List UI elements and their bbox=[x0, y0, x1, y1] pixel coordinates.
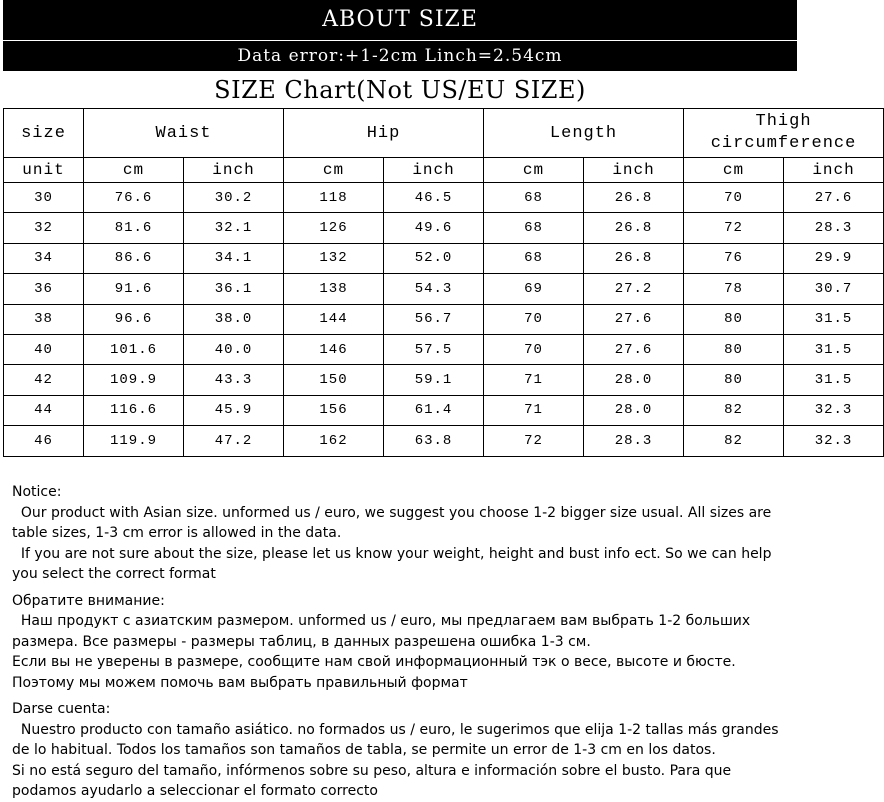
unit-cell: inch bbox=[184, 158, 284, 183]
value-cell: 56.7 bbox=[384, 304, 484, 334]
value-cell: 45.9 bbox=[184, 395, 284, 425]
table-row bbox=[4, 274, 884, 304]
header-banner bbox=[3, 0, 797, 40]
value-cell: 78 bbox=[684, 274, 784, 304]
value-cell: 63.8 bbox=[384, 426, 484, 456]
value-cell: 70 bbox=[484, 334, 584, 364]
unit-cell: inch bbox=[584, 158, 684, 183]
unit-row bbox=[4, 158, 884, 183]
value-cell: 119.9 bbox=[84, 426, 184, 456]
thigh-header: Thigh circumference bbox=[684, 109, 884, 158]
size-cell: 36 bbox=[4, 274, 84, 304]
unit-cell: cm bbox=[84, 158, 184, 183]
value-cell: 72 bbox=[684, 213, 784, 243]
value-cell: 68 bbox=[484, 213, 584, 243]
size-cell: 46 bbox=[4, 426, 84, 456]
value-cell: 71 bbox=[484, 365, 584, 395]
value-cell: 47.2 bbox=[184, 426, 284, 456]
size-chart-title: SIZE Chart(Not US/EU SIZE) bbox=[214, 76, 586, 104]
value-cell: 68 bbox=[484, 243, 584, 273]
value-cell: 30.7 bbox=[784, 274, 884, 304]
value-cell: 69 bbox=[484, 274, 584, 304]
value-cell: 146 bbox=[284, 334, 384, 364]
unit-cell: unit bbox=[4, 158, 84, 183]
value-cell: 43.3 bbox=[184, 365, 284, 395]
value-cell: 27.6 bbox=[784, 183, 884, 213]
size-cell: 44 bbox=[4, 395, 84, 425]
table-row bbox=[4, 334, 884, 364]
value-cell: 27.2 bbox=[584, 274, 684, 304]
value-cell: 32.3 bbox=[784, 395, 884, 425]
value-cell: 32.1 bbox=[184, 213, 284, 243]
value-cell: 118 bbox=[284, 183, 384, 213]
waist-header: Waist bbox=[84, 109, 284, 158]
table-row bbox=[4, 243, 884, 273]
value-cell: 27.6 bbox=[584, 334, 684, 364]
header-title: ABOUT SIZE bbox=[322, 7, 478, 32]
unit-cell: cm bbox=[484, 158, 584, 183]
value-cell: 40.0 bbox=[184, 334, 284, 364]
value-cell: 28.0 bbox=[584, 365, 684, 395]
value-cell: 82 bbox=[684, 426, 784, 456]
notice-ru-text: Если вы не уверены в размере, сообщите нам свой информационный тэк о весе, высоте и бюсте. Поэтому мы можем помочь вам выбрать правильный формат bbox=[12, 654, 741, 691]
value-cell: 132 bbox=[284, 243, 384, 273]
table-row bbox=[4, 395, 884, 425]
table-row bbox=[4, 213, 884, 243]
value-cell: 34.1 bbox=[184, 243, 284, 273]
notice-en-title: Notice: bbox=[12, 484, 62, 500]
value-cell: 52.0 bbox=[384, 243, 484, 273]
notice-es-title: Darse cuenta: bbox=[12, 701, 111, 717]
size-cell: 40 bbox=[4, 334, 84, 364]
value-cell: 32.3 bbox=[784, 426, 884, 456]
value-cell: 31.5 bbox=[784, 365, 884, 395]
size-cell: 42 bbox=[4, 365, 84, 395]
value-cell: 82 bbox=[684, 395, 784, 425]
notice-en-text: If you are not sure about the size, please let us know your weight, height and bust info ect. So we can help you select the correct format bbox=[12, 545, 776, 582]
size-cell: 30 bbox=[4, 183, 84, 213]
value-cell: 96.6 bbox=[84, 304, 184, 334]
value-cell: 109.9 bbox=[84, 365, 184, 395]
value-cell: 81.6 bbox=[84, 213, 184, 243]
value-cell: 38.0 bbox=[184, 304, 284, 334]
value-cell: 71 bbox=[484, 395, 584, 425]
unit-cell: cm bbox=[684, 158, 784, 183]
value-cell: 80 bbox=[684, 365, 784, 395]
value-cell: 59.1 bbox=[384, 365, 484, 395]
value-cell: 26.8 bbox=[584, 183, 684, 213]
value-cell: 80 bbox=[684, 334, 784, 364]
value-cell: 28.3 bbox=[784, 213, 884, 243]
value-cell: 72 bbox=[484, 426, 584, 456]
value-cell: 70 bbox=[484, 304, 584, 334]
notice-ru-text: Наш продукт с азиатским размером. unformed us / euro, мы предлагаем вам выбрать 1-2 больших размера. Все размеры - размеры таблиц, в данных разрешена ошибка 1-3 см. bbox=[12, 613, 755, 650]
table-row bbox=[4, 426, 884, 456]
table-row bbox=[4, 183, 884, 213]
value-cell: 80 bbox=[684, 304, 784, 334]
header-row bbox=[4, 109, 884, 158]
notice-en-text: Our product with Asian size. unformed us / euro, we suggest you choose 1-2 bigger size usual. All sizes are table sizes, 1-3 cm error is allowed in the data. bbox=[12, 504, 776, 541]
value-cell: 91.6 bbox=[84, 274, 184, 304]
value-cell: 68 bbox=[484, 183, 584, 213]
value-cell: 76.6 bbox=[84, 183, 184, 213]
unit-cell: inch bbox=[784, 158, 884, 183]
size-table-body bbox=[4, 183, 884, 457]
value-cell: 126 bbox=[284, 213, 384, 243]
value-cell: 26.8 bbox=[584, 213, 684, 243]
value-cell: 144 bbox=[284, 304, 384, 334]
value-cell: 138 bbox=[284, 274, 384, 304]
value-cell: 31.5 bbox=[784, 334, 884, 364]
size-header: size bbox=[4, 109, 84, 158]
value-cell: 30.2 bbox=[184, 183, 284, 213]
value-cell: 156 bbox=[284, 395, 384, 425]
subheader-banner bbox=[3, 41, 797, 71]
value-cell: 57.5 bbox=[384, 334, 484, 364]
size-cell: 38 bbox=[4, 304, 84, 334]
notice-section bbox=[12, 482, 794, 802]
size-table bbox=[3, 108, 884, 457]
notice-es-text: Nuestro producto con tamaño asiático. no formados us / euro, le sugerimos que elija 1-2 tallas más grandes de lo habitual. Todos los tamaños son tamaños de tabla, se permite un error de 1-3 cm en los datos. bbox=[12, 721, 783, 758]
table-row bbox=[4, 304, 884, 334]
value-cell: 61.4 bbox=[384, 395, 484, 425]
value-cell: 27.6 bbox=[584, 304, 684, 334]
table-row bbox=[4, 365, 884, 395]
value-cell: 29.9 bbox=[784, 243, 884, 273]
value-cell: 76 bbox=[684, 243, 784, 273]
value-cell: 36.1 bbox=[184, 274, 284, 304]
value-cell: 46.5 bbox=[384, 183, 484, 213]
hip-header: Hip bbox=[284, 109, 484, 158]
value-cell: 54.3 bbox=[384, 274, 484, 304]
length-header: Length bbox=[484, 109, 684, 158]
value-cell: 162 bbox=[284, 426, 384, 456]
size-cell: 34 bbox=[4, 243, 84, 273]
notice-ru-title: Обратите внимание: bbox=[12, 592, 165, 609]
value-cell: 70 bbox=[684, 183, 784, 213]
size-cell: 32 bbox=[4, 213, 84, 243]
unit-cell: cm bbox=[284, 158, 384, 183]
value-cell: 28.0 bbox=[584, 395, 684, 425]
value-cell: 116.6 bbox=[84, 395, 184, 425]
notice-es-text: Si no está seguro del tamaño, infórmenos sobre su peso, altura e información sobre el busto. Para que podamos ayudarlo a seleccionar el formato correcto bbox=[12, 762, 736, 799]
unit-cell: inch bbox=[384, 158, 484, 183]
value-cell: 49.6 bbox=[384, 213, 484, 243]
value-cell: 150 bbox=[284, 365, 384, 395]
data-error-note: Data error:+1-2cm Linch=2.54cm bbox=[237, 46, 563, 66]
value-cell: 31.5 bbox=[784, 304, 884, 334]
value-cell: 101.6 bbox=[84, 334, 184, 364]
value-cell: 28.3 bbox=[584, 426, 684, 456]
value-cell: 26.8 bbox=[584, 243, 684, 273]
value-cell: 86.6 bbox=[84, 243, 184, 273]
